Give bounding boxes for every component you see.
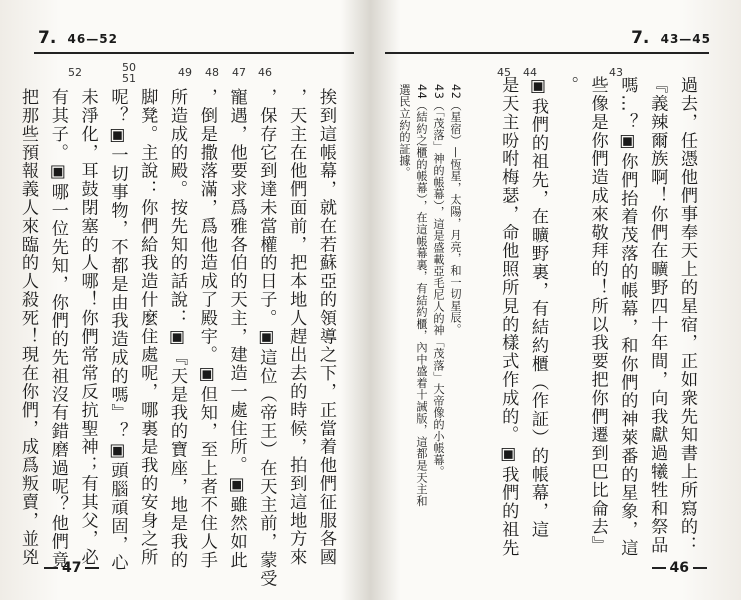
right-page-number [648, 560, 711, 576]
left-page-number [40, 560, 103, 576]
left-running-head [38, 28, 118, 48]
right-page [371, 0, 741, 600]
left-verse-range: 46—52 [67, 32, 118, 46]
text-column: 挨到這帳幕，就在若蘇亞的領導之下，正當着他們征服各國 [316, 88, 336, 567]
text-column: 有其子。▣哪一位先知，你們的先祖沒有錯磨過呢？他們竟 [47, 88, 68, 570]
text-column: 些像是你們造成來敬拜的！所以我要把你們遷到巴比侖去』 [587, 76, 608, 555]
text-column: ，倒是撒落滿，爲他造成了殿宇。▣但知，至上者不住人手 [196, 88, 217, 570]
footnote: 44（結約之櫃的帳幕），在這帳幕裏，有結約櫃，內中盛着十誡版，這都是天主和 [415, 84, 428, 507]
verse-marker: 46 [258, 66, 272, 79]
text-column: 脚凳。主說：你們給我造什麼住處呢，哪裏是我的安身之所 [137, 88, 158, 567]
footnote: 選民立約的証據。 [398, 84, 411, 179]
verse-marker: 44 [523, 66, 537, 79]
right-running-head [631, 28, 711, 48]
footnote: 43（「茂落」神的帳幕），這是盛載亞毛尼人的神「茂落」大帝像的小帳幕。 [432, 84, 445, 478]
footnote: 42（星宿）—恆星，太陽，月亮，和一切星辰。 [449, 84, 462, 336]
text-column: ，保存它到達未當權的日子。▣這位（帝王）在天主前，蒙受 [256, 88, 277, 588]
left-chapter-number: 7. [38, 28, 57, 48]
footnotes [394, 84, 464, 554]
text-column: ▣我們的祖先，在曠野裏，有結約櫃（作証）的帳幕，這 [528, 76, 549, 539]
text-column: 呢？▣一切事物，不都是由我造成的嗎』？▣頭腦頑固，心 [107, 88, 128, 572]
text-column: 把那些預報義人來臨的人殺死！現在你們，成爲叛賣，並兇 [18, 88, 39, 567]
left-page-number-value: 47 [62, 560, 82, 576]
verse-marker: 48 [205, 66, 219, 79]
text-column: 未淨化，耳鼓閉塞的人哪！你們常常反抗聖神；有其父，必 [77, 88, 98, 567]
text-column: ，天主在他們面前，把本地人趕出去的時候，拍到這地方來 [286, 88, 307, 567]
verse-marker: 43 [609, 66, 623, 79]
text-column: 是天主吩咐梅瑟，命他照所見的樣式作成的。▣我們的祖先 [498, 76, 519, 558]
left-page [0, 0, 370, 600]
text-column: 嗎…？▣你們抬着茂落的帳幕，和你們的神萊番的星象，這 [617, 76, 638, 558]
verse-marker: 47 [232, 66, 246, 79]
verse-marker: 49 [178, 66, 192, 79]
text-column: 所造成的殿。按先知的話說：▣『天是我的寶座，地是我的 [167, 88, 188, 570]
text-column: 寵遇，他要求爲雅各伯的天主，建造一處住所。▣雖然如此 [226, 88, 247, 570]
right-header-rule [385, 52, 709, 54]
right-body-text [471, 76, 701, 556]
verse-marker: 50 51 [122, 61, 136, 85]
right-chapter-number: 7. [631, 28, 650, 48]
text-column: 。 [557, 76, 578, 95]
text-column: 過去，任憑他們事奉天上的星宿，正如衆先知書上所寫的： [677, 76, 697, 555]
left-header-rule [34, 52, 354, 54]
verse-marker: 45 [497, 66, 511, 79]
text-column: 『義辣爾族啊！你們在曠野四十年間，向我獻過犧牲和祭品 [647, 76, 668, 555]
right-verse-range: 43—45 [660, 32, 711, 46]
verse-marker: 52 [68, 66, 82, 79]
right-page-number-value: 46 [669, 560, 689, 576]
